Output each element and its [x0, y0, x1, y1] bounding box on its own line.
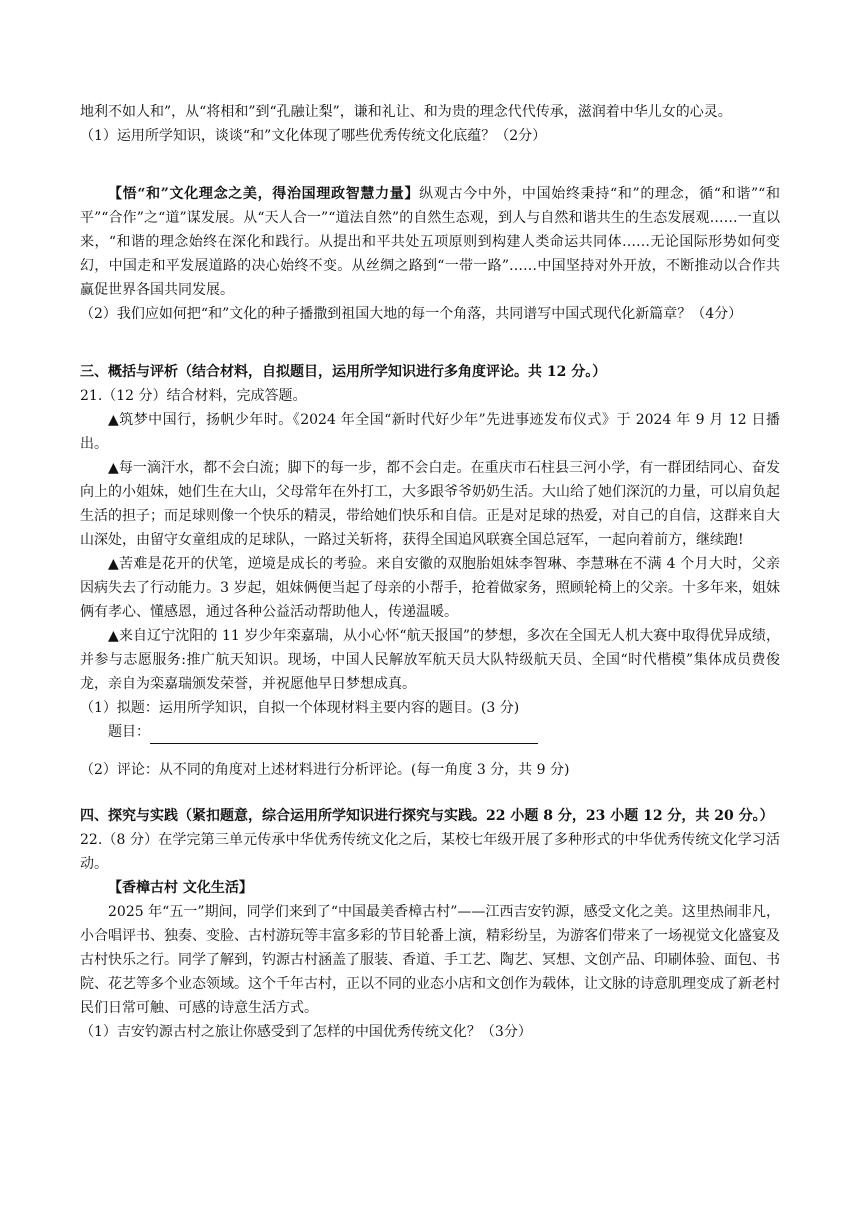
material-4: ▲来自辽宁沈阳的 11 岁少年栾嘉瑞，从小心怀“航天报国”的梦想，多次在全国无人机大赛中取得优异成绩，并参与志愿服务:推广航天知识。现场，中国人民解放军航天员大队特级航天员、全国“时代楷模”集体成员费俊龙，亲自为栾嘉瑞颁发荣誉，并祝愿他早日梦想成真。: [80, 628, 780, 692]
material-paragraph: [80, 182, 780, 302]
subquestion-2: （2）评论：从不同的角度对上述材料进行分析评论。(每一角度 3 分，共 9 分): [80, 762, 570, 778]
material-2: ▲每一滴汗水，都不会白流；脚下的每一步，都不会白走。在重庆市石柱县三河小学，有一群团结同心、奋发向上的小姐妹，她们生在大山，父母常年在外打工，大多跟爷爷奶奶生活。大山给了她们深沉的力量，可以肩负起生活的担子；而足球则像一个快乐的精灵，带给她们快乐和自信。正是对足球的热爱，对自己的自信，这群来自大山深处，由留守女童组成的足球队，一路过关斩将，获得全国追风联赛全国总冠军，一起向着前方，继续跑!: [80, 460, 780, 548]
question-22-1: （1）吉安钓源古村之旅让你感受到了怎样的中国优秀传统文化？（3分）: [80, 1024, 532, 1040]
paragraph: 地利不如人和”，从“将相和”到“孔融让梨”，谦和礼让、和为贵的理念代代传承，滋润着中华儿女的心灵。: [80, 104, 732, 120]
spacer: [80, 326, 780, 360]
title-label: 题目：: [108, 724, 150, 740]
activity-subheading: 【香樟古村 文化生活】: [108, 880, 253, 896]
material-text: 纵观古今中外，中国始终秉持“和”的理念，循“和谐”“和平”“合作”之“道”谋发展。从“天人合一”“道法自然”的自然生态观，到人与自然和谐共生的生态发展观……一直以来，“和谐的理念始终在深化和践行。从提出和平共处五项原则到构建人类命运共同体……无论国际形势如何变幻，中国走和平发展道路的决心始终不变。从丝绸之路到“一带一路”……中国坚持对外开放，不断推动以合作共赢促世界各国共同发展。: [80, 186, 780, 298]
page-content: [80, 100, 780, 1044]
question-2: （2）我们应如何把“和”文化的种子播撒到祖国大地的每一个角落，共同谱写中国式现代化新篇章？（4分）: [80, 306, 743, 322]
material-heading: 【悟“和”文化理念之美，得治国理政智慧力量】: [108, 186, 420, 202]
section-4-heading: 四、探究与实践（紧扣题意，综合运用所学知识进行探究与实践。22 小题 8 分，23 小题 12 分，共 20 分。）: [80, 808, 774, 824]
question-21: 21.（12 分）结合材料，完成答题。: [80, 388, 307, 404]
subquestion-1: （1）拟题：运用所学知识，自拟一个体现材料主要内容的题目。(3 分): [80, 700, 520, 716]
spacer: [80, 782, 780, 804]
section-3-heading: 三、概括与评析（结合材料，自拟题目，运用所学知识进行多角度评论。共 12 分。）: [80, 364, 607, 380]
title-answer-blank[interactable]: [150, 725, 538, 744]
spacer: [80, 744, 780, 758]
title-answer-row: [80, 720, 780, 744]
question-1: （1）运用所学知识，谈谈“和”文化体现了哪些优秀传统文化底蕴？（2分）: [80, 128, 547, 144]
material-1: ▲筑梦中国行，扬帆少年时。《2024 年全国“新时代好少年”先进事迹发布仪式》于 2024 年 9 月 12 日播出。: [80, 412, 780, 452]
activity-passage: 2025 年“五一”期间，同学们来到了“中国最美香樟古村”——江西吉安钓源，感受文化之美。这里热闹非凡，小合唱评书、独奏、变脸、古村游玩等丰富多彩的节目轮番上演，精彩纷呈，为游客们带来了一场视觉文化盛宴及古村快乐之行。同学了解到，钓源古村涵盖了服装、香道、手工艺、陶艺、冥想、文创产品、印刷体验、面包、书院、花艺等多个业态领域。这个千年古村，正以不同的业态小店和文创作为载体，让文脉的诗意肌理变成了新老村民们日常可触、可感的诗意生活方式。: [80, 904, 780, 1016]
material-3: ▲苦难是花开的伏笔，逆境是成长的考验。来自安徽的双胞胎姐妹李智琳、李慧琳在不满 4 个月大时，父亲因病失去了行动能力。3 岁起，姐妹俩便当起了母亲的小帮手，抢着做家务，照顾轮椅上的父亲。十多年来，姐妹俩有孝心、懂感恩，通过各种公益活动帮助他人，传递温暖。: [80, 556, 780, 620]
spacer: [80, 148, 780, 182]
question-22: 22.（8 分）在学完第三单元传承中华优秀传统文化之后，某校七年级开展了多种形式的中华优秀传统文化学习活动。: [80, 832, 780, 872]
